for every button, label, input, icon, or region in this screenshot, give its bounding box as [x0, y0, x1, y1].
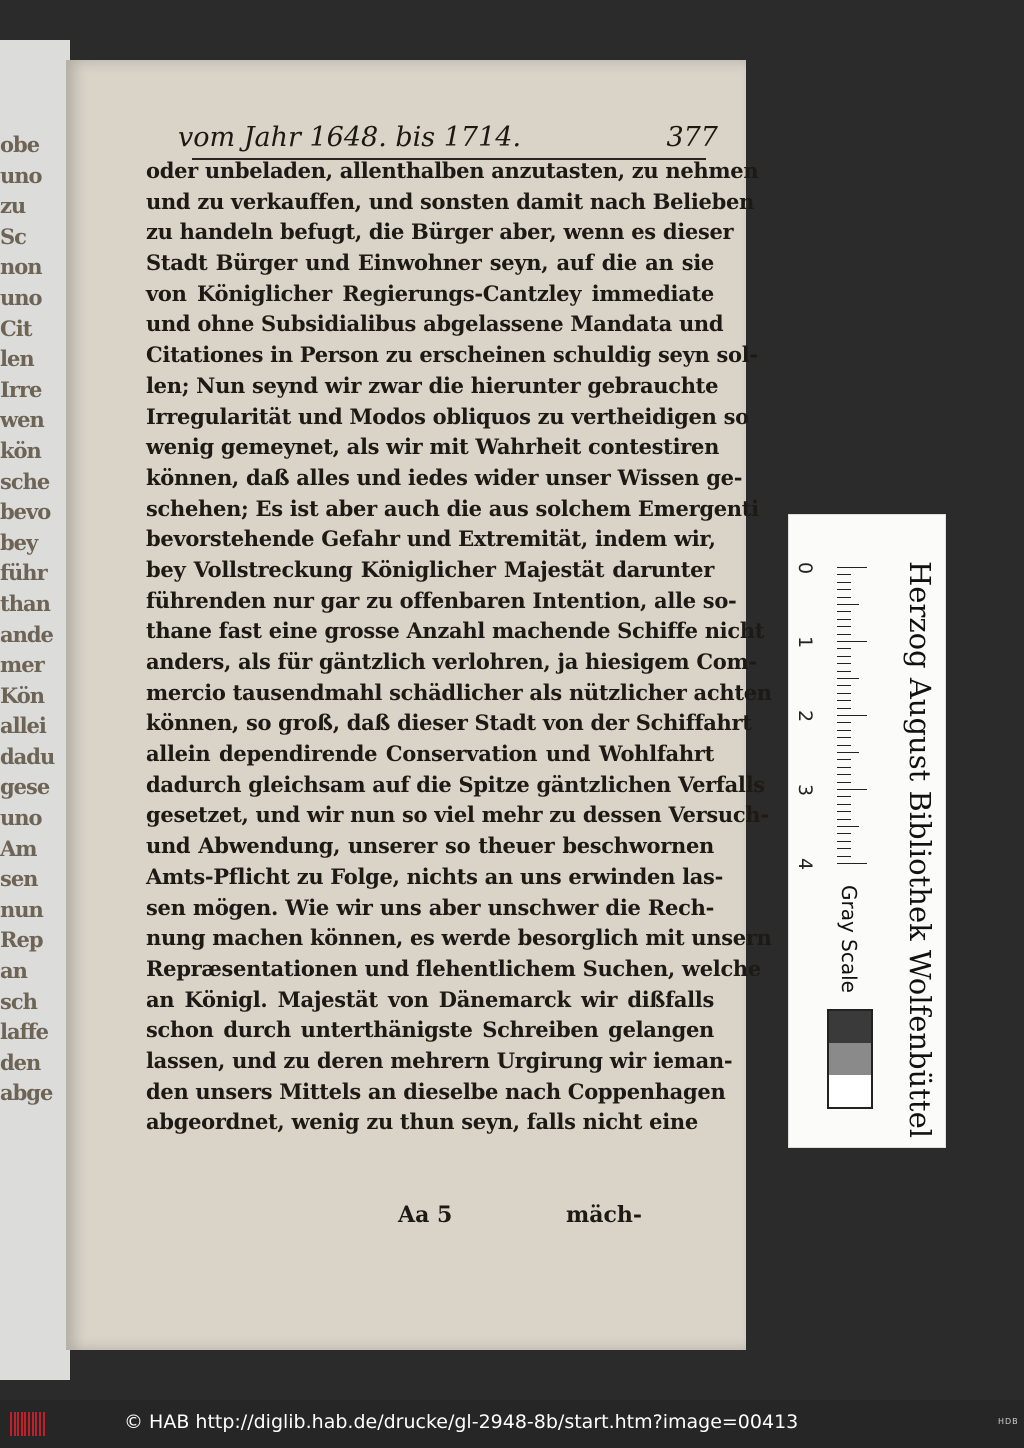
text-line: Citationes in Person zu erscheinen schuldig seyn sol- [146, 342, 758, 368]
ruler-tick [837, 722, 851, 723]
facing-page-fragment: mer [0, 652, 44, 678]
ruler-tick [837, 752, 859, 753]
ruler-tick [837, 626, 851, 627]
ruler-tick [837, 708, 851, 709]
barcode-bar [28, 1412, 30, 1436]
ruler-number: 1 [794, 635, 817, 649]
book-page [66, 60, 772, 1350]
ruler-number: 4 [794, 857, 817, 871]
ruler-ticks [794, 561, 869, 871]
text-line: bey Vollstreckung Königlicher Majestät darunter [146, 556, 714, 582]
ruler-number: 3 [794, 783, 817, 797]
ruler-tick [837, 745, 851, 746]
facing-page-fragment: Am [0, 835, 37, 861]
facing-page-fragment: bey [0, 529, 38, 555]
ruler-tick [837, 796, 851, 797]
facing-page-fragments [0, 130, 66, 1190]
facing-page-fragment: abge [0, 1080, 53, 1106]
facing-page-fragment: sche [0, 468, 50, 494]
page-header [178, 122, 718, 154]
facing-page-fragment: Rep [0, 927, 43, 953]
ruler-tick [837, 634, 851, 635]
barcode-bar [39, 1412, 41, 1436]
ruler-tick [837, 819, 851, 820]
facing-page-fragment: nun [0, 896, 43, 922]
ruler-tick [837, 856, 851, 857]
text-line: schehen; Es ist aber auch die aus solchem Emergenti [146, 495, 759, 521]
ruler-tick [837, 671, 851, 672]
facing-page-fragment: zu [0, 193, 26, 219]
text-line: bevorstehende Gefahr und Extremität, indem wir, [146, 526, 716, 552]
text-line: von Königlicher Regierungs-Cantzley immediate [146, 280, 714, 306]
ruler-tick [837, 730, 851, 731]
facing-page-fragment: allei [0, 713, 46, 739]
swatch-mid [829, 1043, 871, 1075]
barcode-bar [10, 1412, 12, 1436]
facing-page-fragment: uno [0, 162, 42, 188]
gray-scale-card [788, 514, 946, 1148]
text-line: Irregularität und Modos obliquos zu vertheidigen so [146, 403, 749, 429]
viewer-footer [0, 1400, 1024, 1448]
ruler-tick [837, 648, 851, 649]
ruler-number: 2 [794, 709, 817, 723]
barcode-bar [21, 1412, 23, 1436]
facing-page-fragment: kön [0, 437, 41, 463]
text-line: lassen, und zu deren mehrern Urgirung wir ieman- [146, 1047, 733, 1073]
text-line: an Königl. Majestät von Dänemarck wir dißfalls [146, 986, 714, 1012]
ruler-tick [837, 611, 851, 612]
text-line: mercio tausendmahl schädlicher als nützlicher achten [146, 679, 772, 705]
text-line: können, so groß, daß dieser Stadt von der Schiffahrt [146, 710, 752, 736]
text-line: nung machen können, es werde besorglich mit unsern [146, 925, 772, 951]
ruler-tick [837, 678, 859, 679]
ruler-tick [837, 604, 859, 605]
barcode-bar [17, 1412, 19, 1436]
facing-page-fragment: sen [0, 866, 38, 892]
barcode-bar [35, 1412, 37, 1436]
ruler-tick [837, 693, 851, 694]
text-line: führenden nur gar zu offenbaren Intention, alle so- [146, 587, 737, 613]
ruler-tick [837, 789, 867, 790]
ruler-tick [837, 737, 851, 738]
text-line: Repræsentationen und flehentlichem Suchen, welche [146, 955, 761, 981]
facing-page-fragment: gese [0, 774, 50, 800]
text-line: und Abwendung, unserer so theuer beschwornen [146, 833, 714, 859]
barcode-bar [14, 1412, 16, 1436]
ruler-tick [837, 685, 851, 686]
hdb-logo: HDB [998, 1417, 1019, 1426]
body-text [146, 156, 772, 1138]
facing-page-fragment: führ [0, 560, 47, 586]
text-line: schon durch unterthänigste Schreiben gelangen [146, 1017, 714, 1043]
facing-page-fragment: uno [0, 284, 42, 310]
ruler-tick [837, 715, 867, 716]
swatch-white [829, 1075, 871, 1107]
ruler-tick [837, 848, 851, 849]
text-line: sen mögen. Wie wir uns aber unschwer die Rech- [146, 894, 714, 920]
gray-scale-label: Gray Scale [837, 885, 861, 993]
ruler-tick [837, 804, 851, 805]
text-line: und ohne Subsidialibus abgelassene Mandata und [146, 311, 724, 337]
facing-page-fragment: Kön [0, 682, 45, 708]
barcode-bar [24, 1412, 26, 1436]
barcode-icon [10, 1412, 46, 1436]
facing-page-fragment: than [0, 590, 50, 616]
ruler-tick [837, 782, 851, 783]
facing-page-fragment: dadu [0, 743, 55, 769]
ruler-tick [837, 663, 851, 664]
facing-page-fragment: den [0, 1049, 41, 1075]
text-line: den unsers Mittels an dieselbe nach Coppenhagen [146, 1078, 726, 1104]
ruler-tick [837, 863, 867, 864]
text-line: gesetzet, und wir nun so viel mehr zu dessen Versuch- [146, 802, 769, 828]
swatch-dark [829, 1011, 871, 1043]
text-line: abgeordnet, wenig zu thun seyn, falls nicht eine [146, 1109, 698, 1135]
barcode-bar [43, 1412, 45, 1436]
text-line: oder unbeladen, allenthalben anzutasten, zu nehmen [146, 158, 759, 183]
facing-page-fragment: non [0, 254, 42, 280]
text-line: und zu verkauffen, und sonsten damit nach Belieben [146, 188, 754, 214]
barcode-bar [32, 1412, 34, 1436]
facing-page-fragment: Sc [0, 223, 26, 249]
facing-page-fragment: Cit [0, 315, 32, 341]
ruler-tick [837, 574, 851, 575]
facing-page-fragment: wen [0, 407, 44, 433]
page-number: 377 [666, 122, 718, 153]
ruler-number: 0 [794, 561, 817, 575]
text-line: anders, als für gäntzlich verlohren, ja hiesigem Com- [146, 649, 757, 674]
ruler-tick [837, 656, 851, 657]
catchword: mäch- [566, 1202, 643, 1228]
ruler-tick [837, 582, 851, 583]
ruler-tick [837, 826, 859, 827]
facing-page-fragment: ande [0, 621, 53, 647]
facing-page-fragment: laffe [0, 1019, 49, 1045]
facing-page-fragment: Irre [0, 376, 42, 402]
ruler-tick [837, 811, 851, 812]
ruler-tick [837, 700, 851, 701]
ruler-tick [837, 641, 867, 642]
copyright-url[interactable]: © HAB http://diglib.hab.de/drucke/gl-2948-8b/start.htm?image=00413 [124, 1411, 799, 1433]
facing-page-fragment: sch [0, 988, 37, 1014]
text-line: allein dependirende Conservation und Wohlfahrt [146, 741, 714, 767]
facing-page-fragment: obe [0, 132, 40, 157]
text-line: len; Nun seynd wir zwar die hierunter gebrauchte [146, 372, 719, 398]
text-line: Stadt Bürger und Einwohner seyn, auf die an sie [146, 250, 714, 276]
facing-page-fragment: an [0, 958, 27, 984]
ruler-tick [837, 774, 851, 775]
text-line: dadurch gleichsam auf die Spitze gäntzlichen Verfalls [146, 771, 765, 797]
text-line: können, daß alles und iedes wider unser Wissen ge- [146, 464, 743, 490]
facing-page-fragment: len [0, 346, 34, 372]
ruler-tick [837, 841, 851, 842]
text-line: wenig gemeynet, als wir mit Wahrheit contestiren [146, 434, 720, 460]
ruler-tick [837, 833, 851, 834]
running-title: vom Jahr 1648. bis 1714. [178, 122, 522, 153]
ruler-tick [837, 589, 851, 590]
library-name: Herzog August Bibliothek Wolfenbüttel [903, 561, 937, 1139]
text-line: zu handeln befugt, die Bürger aber, wenn es dieser [146, 219, 734, 245]
facing-page-fragment: bevo [0, 499, 51, 525]
signature-mark: Aa 5 [398, 1202, 453, 1228]
ruler-tick [837, 619, 851, 620]
ruler-tick [837, 567, 867, 568]
gray-swatches [827, 1009, 873, 1109]
ruler-tick [837, 767, 851, 768]
text-line: thane fast eine grosse Anzahl machende Schiffe nicht [146, 618, 765, 644]
ruler-tick [837, 597, 851, 598]
text-line: Amts-Pflicht zu Folge, nichts an uns erwinden las- [146, 863, 723, 889]
ruler-tick [837, 759, 851, 760]
facing-page-fragment: uno [0, 805, 42, 831]
